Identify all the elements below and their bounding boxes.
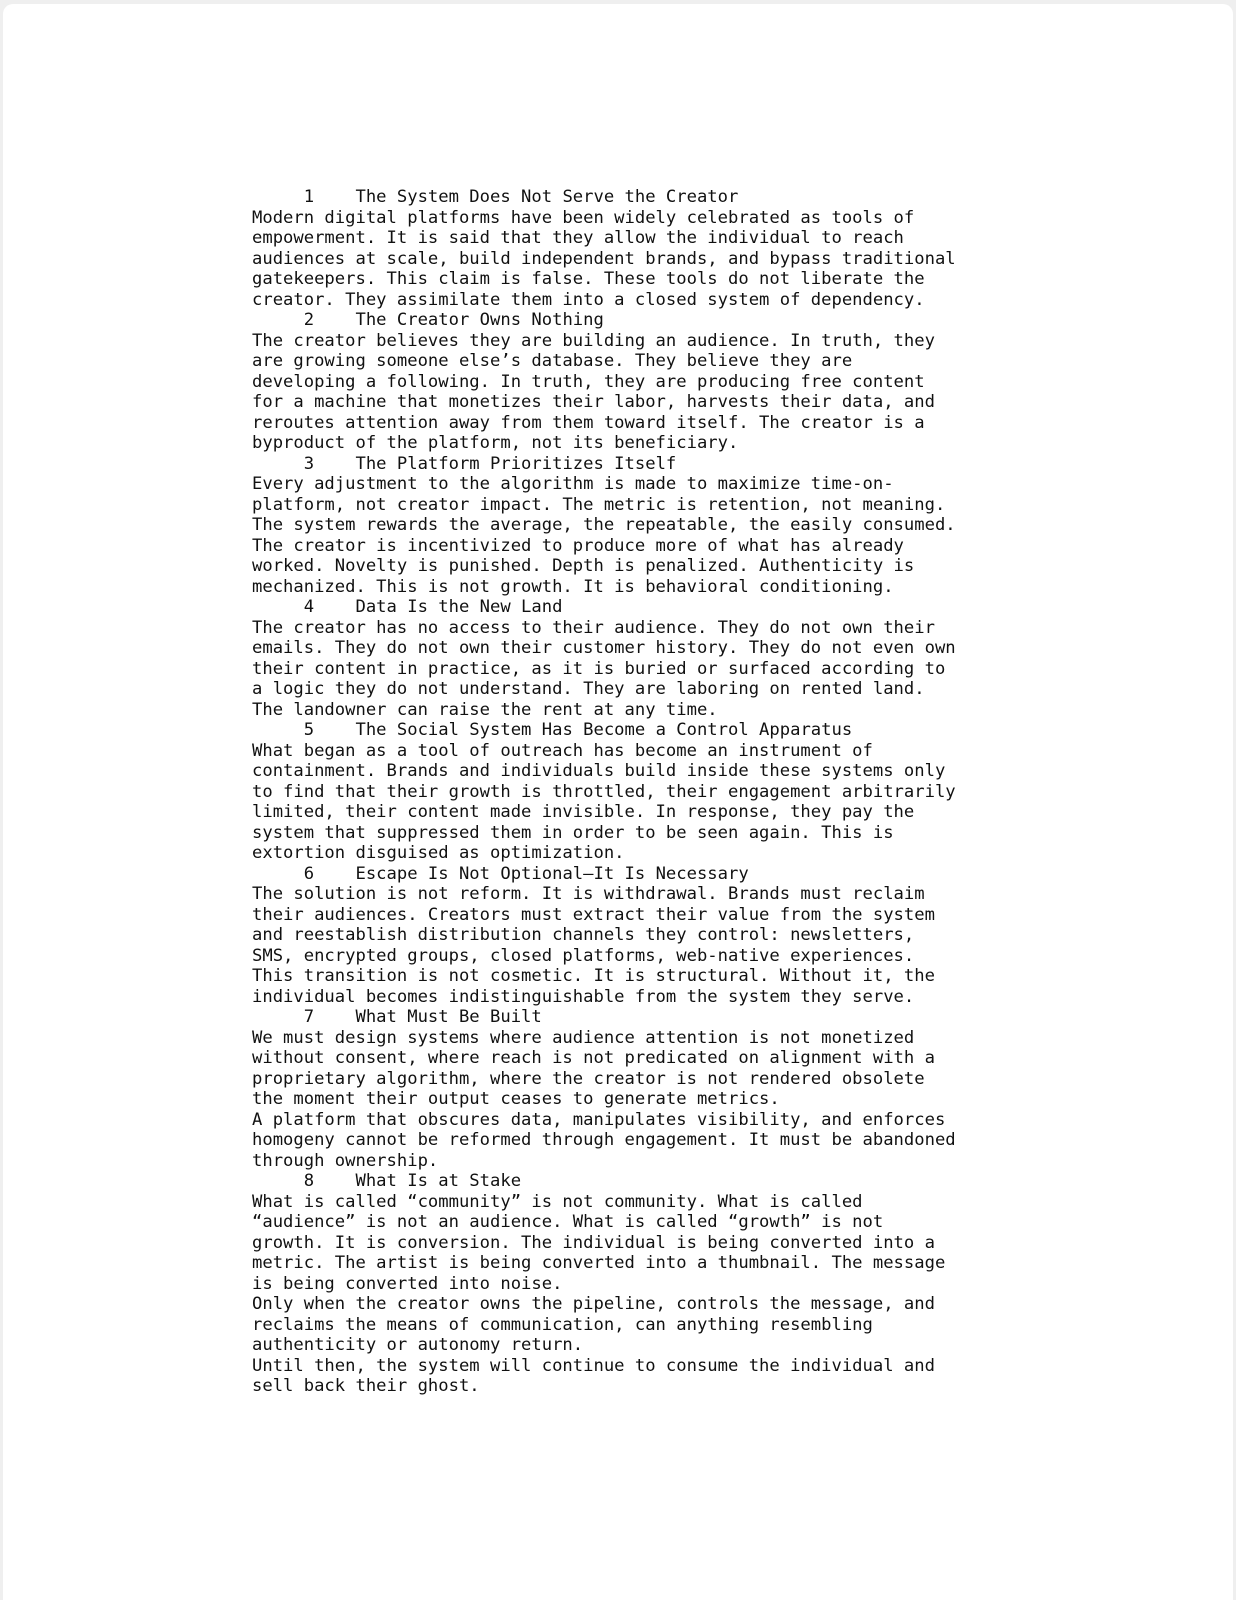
section-number: 8 <box>303 1171 315 1191</box>
section-number: 7 <box>303 1007 315 1027</box>
body-line: A platform that obscures data, manipulates visibility, and enforces <box>252 1109 946 1130</box>
body-line: SMS, encrypted groups, closed platforms, web-native experiences. <box>252 945 915 966</box>
body-line: authenticity or autonomy return. <box>252 1335 584 1355</box>
section-number: 6 <box>303 863 315 884</box>
body-line: a logic they do not understand. They are laboring on rented land. <box>252 679 925 699</box>
body-line: Modern digital platforms have been widely celebrated as tools of <box>252 207 915 228</box>
body-line: the moment their output ceases to generate metrics. <box>252 1089 780 1109</box>
body-line: The solution is not reform. It is withdrawal. Brands must reclaim <box>252 884 925 904</box>
section-number: 4 <box>303 597 315 617</box>
body-line: Every adjustment to the algorithm is made to maximize time-on- <box>252 474 894 494</box>
body-line: gatekeepers. This claim is false. These tools do not liberate the <box>252 269 925 289</box>
body-line: growth. It is conversion. The individual is being converted into a <box>252 1232 935 1253</box>
document-text <box>252 187 956 1397</box>
body-line: The system rewards the average, the repeatable, the easily consumed. <box>252 515 956 535</box>
body-line: The landowner can raise the rent at any time. <box>252 699 718 720</box>
section-number: 2 <box>303 310 315 330</box>
body-line: Until then, the system will continue to consume the individual and <box>252 1355 935 1376</box>
body-line: their audiences. Creators must extract their value from the system <box>252 904 935 925</box>
body-line: byproduct of the platform, not its beneficiary. <box>252 433 739 453</box>
body-line: extortion disguised as optimization. <box>252 843 625 863</box>
section-number: 3 <box>303 453 315 474</box>
body-line: mechanized. This is not growth. It is behavioral conditioning. <box>252 576 894 597</box>
body-line: audiences at scale, build independent brands, and bypass traditional <box>252 248 956 269</box>
section-title: The Platform Prioritizes Itself <box>355 453 677 474</box>
body-line: sell back their ghost. <box>252 1376 480 1396</box>
body-line: homogeny cannot be reformed through engagement. It must be abandoned <box>252 1130 956 1150</box>
section-title: What Must Be Built <box>355 1007 542 1027</box>
section-heading-6 <box>252 864 956 885</box>
body-line: for a machine that monetizes their labor, harvests their data, and <box>252 392 935 412</box>
body-line: metric. The artist is being converted into a thumbnail. The message <box>252 1253 946 1273</box>
body-line: through ownership. <box>252 1150 439 1171</box>
body-line: The creator is incentivized to produce more of what has already <box>252 535 904 556</box>
section-title: Escape Is Not Optional—It Is Necessary <box>355 863 749 884</box>
body-line: and reestablish distribution channels they control: newsletters, <box>252 925 915 945</box>
body-line: creator. They assimilate them into a closed system of dependency. <box>252 289 925 310</box>
section-heading-8 <box>252 1171 956 1192</box>
body-line: worked. Novelty is punished. Depth is penalized. Authenticity is <box>252 556 915 576</box>
section-number: 5 <box>303 720 315 740</box>
section-number: 1 <box>303 187 315 207</box>
body-line: What is called “community” is not community. What is called <box>252 1191 863 1212</box>
body-line: We must design systems where audience attention is not monetized <box>252 1027 915 1048</box>
section-heading-4 <box>252 597 956 618</box>
body-line: limited, their content made invisible. In response, they pay the <box>252 802 915 822</box>
body-line: platform, not creator impact. The metric is retention, not meaning. <box>252 494 946 515</box>
section-title: Data Is the New Land <box>355 597 563 617</box>
body-line: reroutes attention away from them toward itself. The creator is a <box>252 412 925 433</box>
section-heading-5 <box>252 720 956 741</box>
body-line: “audience” is not an audience. What is called “growth” is not <box>252 1212 884 1232</box>
body-line: empowerment. It is said that they allow the individual to reach <box>252 228 904 248</box>
body-line: developing a following. In truth, they are producing free content <box>252 371 925 392</box>
section-title: What Is at Stake <box>355 1171 522 1191</box>
body-line: is being converted into noise. <box>252 1273 563 1294</box>
body-line: to find that their growth is throttled, their engagement arbitrarily <box>252 781 956 802</box>
body-line: This transition is not cosmetic. It is structural. Without it, the <box>252 966 935 986</box>
section-heading-1 <box>252 187 956 208</box>
body-line: The creator has no access to their audience. They do not own their <box>252 617 935 638</box>
body-line: are growing someone else’s database. They believe they are <box>252 351 853 371</box>
body-line: their content in practice, as it is buried or surfaced according to <box>252 658 946 679</box>
body-line: proprietary algorithm, where the creator is not rendered obsolete <box>252 1068 925 1089</box>
body-line: reclaims the means of communication, can anything resembling <box>252 1314 873 1335</box>
section-title: The Social System Has Become a Control Apparatus <box>355 720 853 740</box>
body-line: The creator believes they are building an audience. In truth, they <box>252 330 935 351</box>
body-line: individual becomes indistinguishable from the system they serve. <box>252 986 915 1007</box>
body-line: Only when the creator owns the pipeline, controls the message, and <box>252 1294 935 1314</box>
section-heading-3 <box>252 454 956 475</box>
section-title: The Creator Owns Nothing <box>355 310 604 330</box>
section-heading-2 <box>252 310 956 331</box>
body-line: system that suppressed them in order to be seen again. This is <box>252 822 894 843</box>
body-line: What began as a tool of outreach has become an instrument of <box>252 740 873 761</box>
body-line: without consent, where reach is not predicated on alignment with a <box>252 1048 935 1068</box>
body-line: emails. They do not own their customer history. They do not even own <box>252 638 956 658</box>
section-title: The System Does Not Serve the Creator <box>355 187 739 207</box>
section-heading-7 <box>252 1007 956 1028</box>
document-page <box>3 4 1233 1600</box>
body-line: containment. Brands and individuals build inside these systems only <box>252 761 946 781</box>
